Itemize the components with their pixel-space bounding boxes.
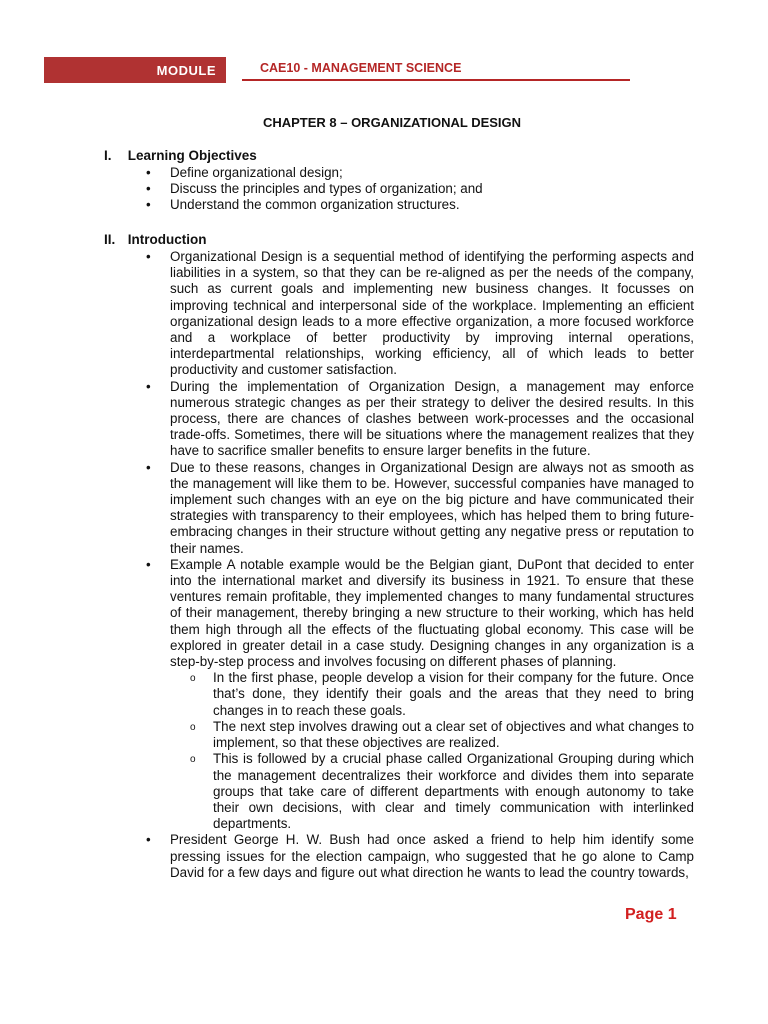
bullet-icon: • — [146, 832, 151, 848]
bullet-icon: • — [146, 459, 151, 475]
list-item: • President George H. W. Bush had once asked a friend to help him identify some pressing issues for the election campaign, who suggested that he go alone to Camp David for a few days and figure out what direction he wants to lead the country towards, — [146, 832, 694, 880]
introduction-list — [146, 249, 694, 881]
circle-bullet-icon: o — [190, 721, 196, 733]
header-divider — [242, 79, 630, 81]
list-item: • Understand the common organization structures. — [146, 197, 460, 213]
chapter-title: CHAPTER 8 – ORGANIZATIONAL DESIGN — [262, 115, 522, 130]
list-item: • Due to these reasons, changes in Organizational Design are always not as smooth as the management will like them to be. However, successful companies have managed to implement such changes with an eye on the big picture and have communicated their strategies with transparency to their employees, which has helped them to bring future-embracing changes in their structure without getting any negative press or reputation to their names. — [146, 459, 694, 556]
module-badge-label: MODULE — [156, 63, 216, 78]
bullet-icon: • — [146, 165, 151, 180]
sub-list-item: o This is followed by a crucial phase called Organizational Grouping during which the management decentralizes their workforce and divides them into separate groups that take care of different departments with enough autonomy to take their own decisions, with clear and timely communication with interlinked departments. — [190, 751, 694, 832]
bullet-icon: • — [146, 197, 151, 213]
bullet-icon: • — [146, 249, 151, 264]
list-item: • Organizational Design is a sequential method of identifying the performing aspects and liabilities in a system, so that they can be re-aligned as per the needs of the company, such as current goals and implementing new business changes. It focusses on improving technical and interpersonal side of the workplace. Implementing an efficient organizational design leads to a more effective organization, a more focused workforce and a workplace of better productivity by improving internal operations, interdepartmental relationships, working efficiency, all of which leads to better productivity and customer satisfaction. — [146, 249, 694, 378]
section-number: II. — [104, 232, 116, 247]
sub-list-item: o The next step involves drawing out a clear set of objectives and what changes to implement, so that these objectives are realized. — [190, 718, 694, 751]
list-item: • Discuss the principles and types of organization; and — [146, 181, 483, 197]
section-heading-introduction — [104, 232, 207, 247]
phases-sublist — [170, 670, 694, 832]
sub-list-item: o In the first phase, people develop a vision for their company for the future. Once that’s done, they identify their goals and the areas that they need to bring changes in to reach these goals. — [190, 670, 694, 718]
bullet-icon: • — [146, 378, 151, 394]
bullet-icon: • — [146, 181, 151, 197]
bullet-icon: • — [146, 556, 151, 572]
objectives-list — [146, 165, 694, 214]
list-item: • Define organizational design; — [146, 165, 343, 180]
list-item: • Example A notable example would be the Belgian giant, DuPont that decided to enter into the international market and diversify its business in 1921. To ensure that these ventures remain profitable, they implemented changes to many fundamental structures of their management, thereby bringing a new structure to their working, which has held them high through all the effects of the fluctuating global economy. This case will be explored in greater detail in a case study. Designing changes in any organization is a step-by-step process and involves focusing on different phases of planning. o In the first phase, people develop a vision for their company for the future. Once that’s done, they identify their goals and the areas that they need to bring changes in to reach these goals. o The next step involves drawing out a clear set of objectives and what changes to implement, so that these objectives are realized. o This is followed by a crucial phase called Organizational Grouping during which the management decentralizes their workforce and divides them into separate groups that take care of different departments with enough autonomy to take their own decisions, with clear and timely communication with interlinked departments. — [146, 556, 694, 832]
section-heading-objectives — [104, 148, 257, 163]
page-number: Page 1 — [625, 906, 677, 923]
section-title: Introduction — [127, 232, 207, 247]
section-number: I. — [104, 148, 112, 163]
circle-bullet-icon: o — [190, 673, 196, 685]
circle-bullet-icon: o — [190, 754, 196, 766]
section-title: Learning Objectives — [127, 148, 257, 163]
course-title: CAE10 - MANAGEMENT SCIENCE — [260, 61, 462, 75]
module-badge — [44, 57, 226, 83]
list-item: • During the implementation of Organization Design, a management may enforce numerous strategic changes as per their strategy to deliver the desired results. In this process, there are chances of clashes between work-processes and the occasional trade-offs. Sometimes, there will be situations where the management realizes that they have to sacrifice smaller benefits to ensure larger benefits in the future. — [146, 378, 694, 459]
